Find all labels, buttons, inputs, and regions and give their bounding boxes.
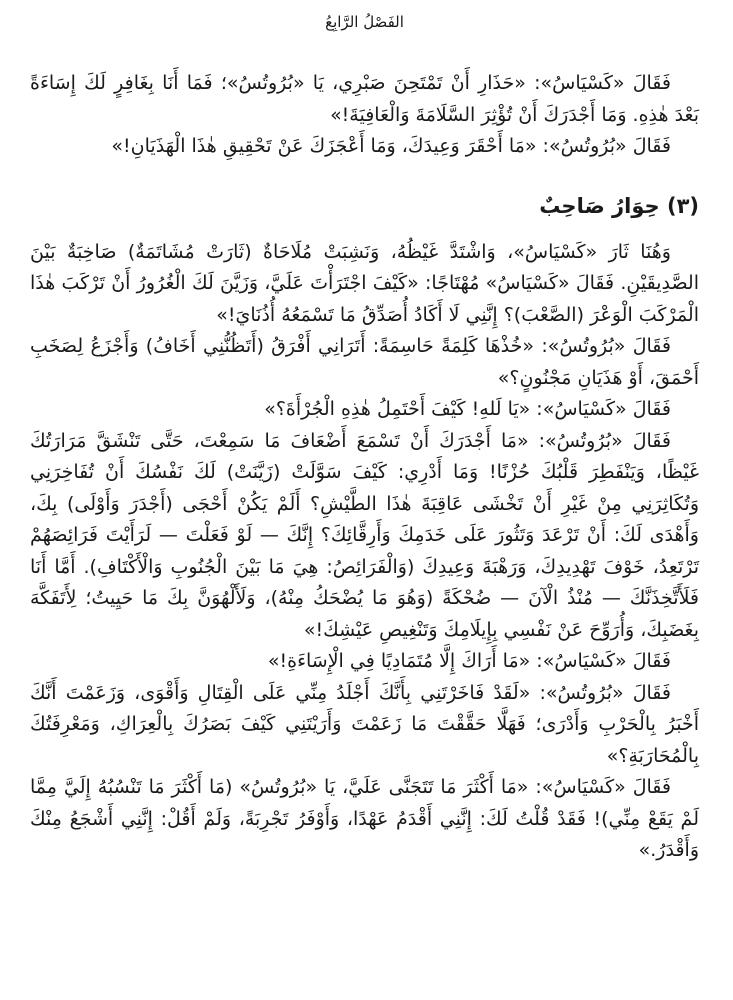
top-dialogue xyxy=(30,68,699,163)
paragraph: فَقَالَ «كَسْيَاسُ»: «يَا لَلهِ! كَيْفَ أَحْتَمِلُ هٰذِهِ الْجُرْأَةَ؟» xyxy=(264,398,671,420)
paragraph: فَقَالَ «بُرُوتُسُ»: «مَا أَجْدَرَكَ أَنْ تَسْمَعَ أَضْعَافَ مَا سَمِعْتَ، حَتَّى تَنْشَقَّ مَرَارَتُكَ غَيْظًا، وَيَنْفَطِرَ قَلْبُكَ حُزْنًا! وَمَا أَدْرِي: كَيْفَ سَوَّلَتْ (زَيَّنَتْ) لَكَ نَفْسُكَ أَنْ تُفَاخِرَنِي وَتُكَاثِرَنِي مِنْ غَيْرِ أَنْ تَخْشَى عَاقِبَةَ هٰذَا الطَّيْشِ؟ أَلَمْ يَكُنْ أَحْجَى (أَجْدَرَ وَأَوْلَى) بِكَ، وَأَهْدَى لَكَ: أَنْ تَرْعَدَ وَتَثُورَ عَلَى خَدَمِكَ وَأَرِقَّائِكَ؟ إِنَّكَ — لَوْ فَعَلْتَ — لَرَأَيْتَ فَرَائِصَهُمْ تَرْتَعِدُ، خَوْفَ تَهْدِيدِكَ، وَرَهْبَةَ وَعِيدِكَ (وَالْفَرَائِصُ: هِيَ مَا بَيْنَ الْجُنُوبِ وَالْأَكْتَافِ). أَمَّا أَنَا فَلَأَتَّخِذَنَّكَ — مُنْذُ الْآنَ — ضُحْكَةً (وَهُوَ مَا يُضْحَكُ مِنْهُ)، وَلَأَلْهُوَنَّ بِكَ مَا حَيِيتُ؛ لِأَتَفَكَّهَ بِغَضَبِكَ، وَأُرَوِّحَ عَنْ نَفْسِي بِإِيلَامِكَ وَتَنْغِيصِ عَيْشِكَ!» xyxy=(30,429,699,641)
main-dialogue xyxy=(30,237,699,867)
paragraph: فَقَالَ «بُرُوتُسُ»: «خُذْهَا كَلِمَةً حَاسِمَةً: أَتَرَانِي أَفْرَقُ (أَتَظُنُّنِي أَخَافُ) وَأَجْزَعُ لِصَخَبِ أَحْمَقَ، أَوْ هَذَيَانِ مَجْنُونٍ؟» xyxy=(30,335,699,389)
paragraph: فَقَالَ «كَسْيَاسُ»: «مَا أَكْثَرَ مَا تَتَجَنَّى عَلَيَّ، يَا «بُرُوتُسُ» (مَا أَكْثَرَ مَا تَنْسُبُهُ إِلَيَّ مِمَّا لَمْ يَقَعْ مِنِّي)! فَقَدْ قُلْتُ لَكَ: إِنَّنِي أَقْدَمُ عَهْدًا، وَأَوْفَرُ تَجْرِبَةً، وَلَمْ أَقُلْ: إِنَّنِي أَشْجَعُ مِنْكَ وَأَقْدَرُ.» xyxy=(30,776,699,861)
paragraph: فَقَالَ «بُرُوتُسُ»: «مَا أَحْقَرَ وَعِيدَكَ، وَمَا أَعْجَزَكَ عَنْ تَحْقِيقِ هٰذَا الْهَذَيَانِ!» xyxy=(111,135,671,157)
paragraph: فَقَالَ «كَسْيَاسُ»: «حَذَارِ أَنْ تَمْتَحِنَ صَبْرِي، يَا «بُرُوتُسُ»؛ فَمَا أَنَا بِغَافِرٍ لَكَ إِسَاءَةً بَعْدَ هٰذِهِ. وَمَا أَجْدَرَكَ أَنْ تُؤْثِرَ السَّلَامَةَ وَالْعَافِيَةَ!» xyxy=(30,72,699,126)
paragraph: وَهُنَا ثَارَ «كَسْيَاسُ»، وَاشْتَدَّ غَيْظُهُ، وَنَشِبَتْ مُلَاحَاةٌ (ثَارَتْ مُشَاتَمَةٌ) صَاخِبَةٌ بَيْنَ الصَّدِيقَيْنِ. فَقَالَ «كَسْيَاسُ» مُهْتَاجًا: «كَيْفَ اجْتَرَأْتَ عَلَيَّ، وَزَيَّنَ لَكَ الْغُرُورُ أَنْ تَرْكَبَ هٰذَا الْمَرْكَبَ الْوَعْرَ (الصَّعْبَ)؟ إِنَّنِي لَا أَكَادُ أُصَدِّقُ مَا تَسْمَعُهُ أُذُنَايَ!» xyxy=(30,240,699,326)
paragraph: فَقَالَ «كَسْيَاسُ»: «مَا أَرَاكَ إِلَّا مُتَمَادِيًا فِي الْإِسَاءَةِ!» xyxy=(267,650,671,672)
paragraph: فَقَالَ «بُرُوتُسُ»: «لَقَدْ فَاخَرْتَنِي بِأَنَّكَ أَجْلَدُ مِنِّي عَلَى الْقِتَالِ وَأَقْوَى، وَزَعَمْتَ أَنَّكَ أَخْبَرُ بِالْحَرْبِ وَأَدْرَى؛ فَهَلَّا حَقَّقْتَ مَا زَعَمْتَ وَأَرَيْتَنِي كَيْفَ بَصَرُكَ بِالْعِرَاكِ، وَمَعْرِفَتُكَ بِالْمُحَارَبَةِ؟» xyxy=(30,681,699,767)
chapter-header: الفَصْلُ الرَّابِعُ xyxy=(325,13,404,31)
section-title: (٣) حِوَارُ صَاحِبٌ xyxy=(539,193,699,218)
